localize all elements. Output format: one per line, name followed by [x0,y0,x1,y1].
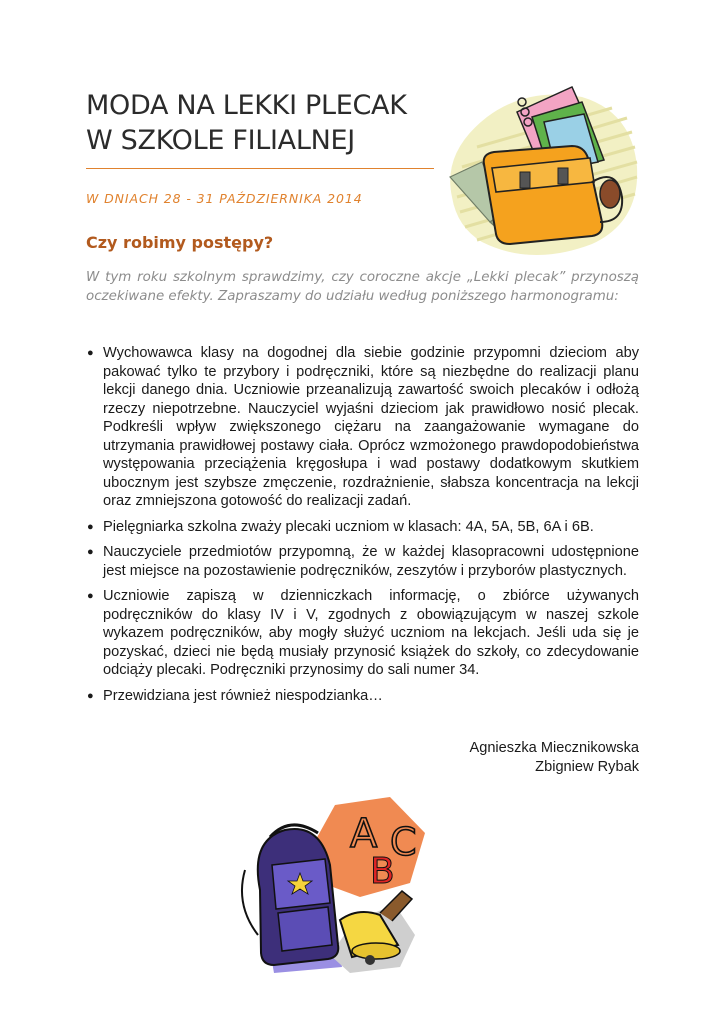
section-heading: Czy robimy postępy? [86,233,274,252]
signature-block [469,739,639,777]
letter-b-icon: B [370,851,395,892]
event-date: W DNIACH 28 - 31 PAŹDZIERNIKA 2014 [86,191,363,206]
letter-c-icon: C [390,820,417,864]
list-item-text: Pielęgniarka szkolna zważy plecaki uczniom w klasach: 4A, 5A, 5B, 6A i 6B. [103,518,594,535]
letter-a-icon: A [350,811,378,857]
list-item [86,687,639,706]
list-item-text: Nauczyciele przedmiotów przypomną, że w każdej klasopracowni udostępnione jest miejsce na pozostawienie podręczników, zeszytów i przyborów plastycznych. [103,544,639,579]
list-item [86,344,639,511]
title-line-2: W SZKOLE FILIALNEJ [86,125,355,156]
list-item [86,587,639,680]
school-bag-clipart-icon [432,72,642,262]
intro-paragraph: W tym roku szkolnym sprawdzimy, czy coroczne akcje „Lekki plecak” przynoszą oczekiwane efekty. Zapraszamy do udziału według poniższego harmonogramu: [86,270,639,304]
bullet-icon: ● [87,347,94,359]
title-line-1: MODA NA LEKKI PLECAK [86,90,407,121]
title-divider [86,168,434,169]
bullet-icon: ● [87,689,94,702]
list-item-text: Przewidziana jest również niespodzianka… [103,687,383,704]
list-item-text: Uczniowie zapiszą w dzienniczkach informację, o zbiórce używanych podręczników do klasy IV i V, zgodnych z obowiązującym w naszej szkole wykazem podręczników, aby mogły służyć uczniom na lekcjach. Jeśli uda się je pozyskać, dzieci nie będą musiały przynosić książek do szkoły, co zdecydowanie odciąży plecaki. Podręczniki przynosimy do sali numer 34. [103,588,639,678]
backpack-icon [242,825,338,965]
bullet-icon: ● [87,546,94,558]
signature-name-1: Agnieszka Miecznikowska [469,740,639,756]
page-title [86,88,446,158]
list-item-text: Wychowawca klasy na dogodnej dla siebie godzinie przypomni dzieciom aby pakować tylko te przybory i podręczniki, które są niezbędne do realizacji planu lekcji danego dnia. Uczniowie przeanalizują zawartość swoich plecaków i odłożą rzeczy niepotrzebne. Nauczyciel wyjaśni dzieciom jak prawidłowo nosić plecak. Podkreśli wpływ zwiększonego ciężaru na zaangażowanie wymagane do utrzymania prawidłowej postawy ciała. Oprócz wzmożonego prawdopodobieństwa występowania przeciążenia kręgosłupa i wad postawy dodatkowym skutkiem ubocznym jest szybsze zmęczenie, rozdrażnienie, słabsza koncentracja na lekcji oraz zmniejszona gotowość do realizacji zadań. [103,345,639,509]
schedule-list [86,344,639,712]
list-item [86,518,639,537]
signature-name-2: Zbigniew Rybak [535,759,639,775]
bullet-icon: ● [87,520,94,533]
list-item [86,543,639,580]
backpack-abc-clipart-icon [230,795,430,975]
bullet-icon: ● [87,590,94,602]
